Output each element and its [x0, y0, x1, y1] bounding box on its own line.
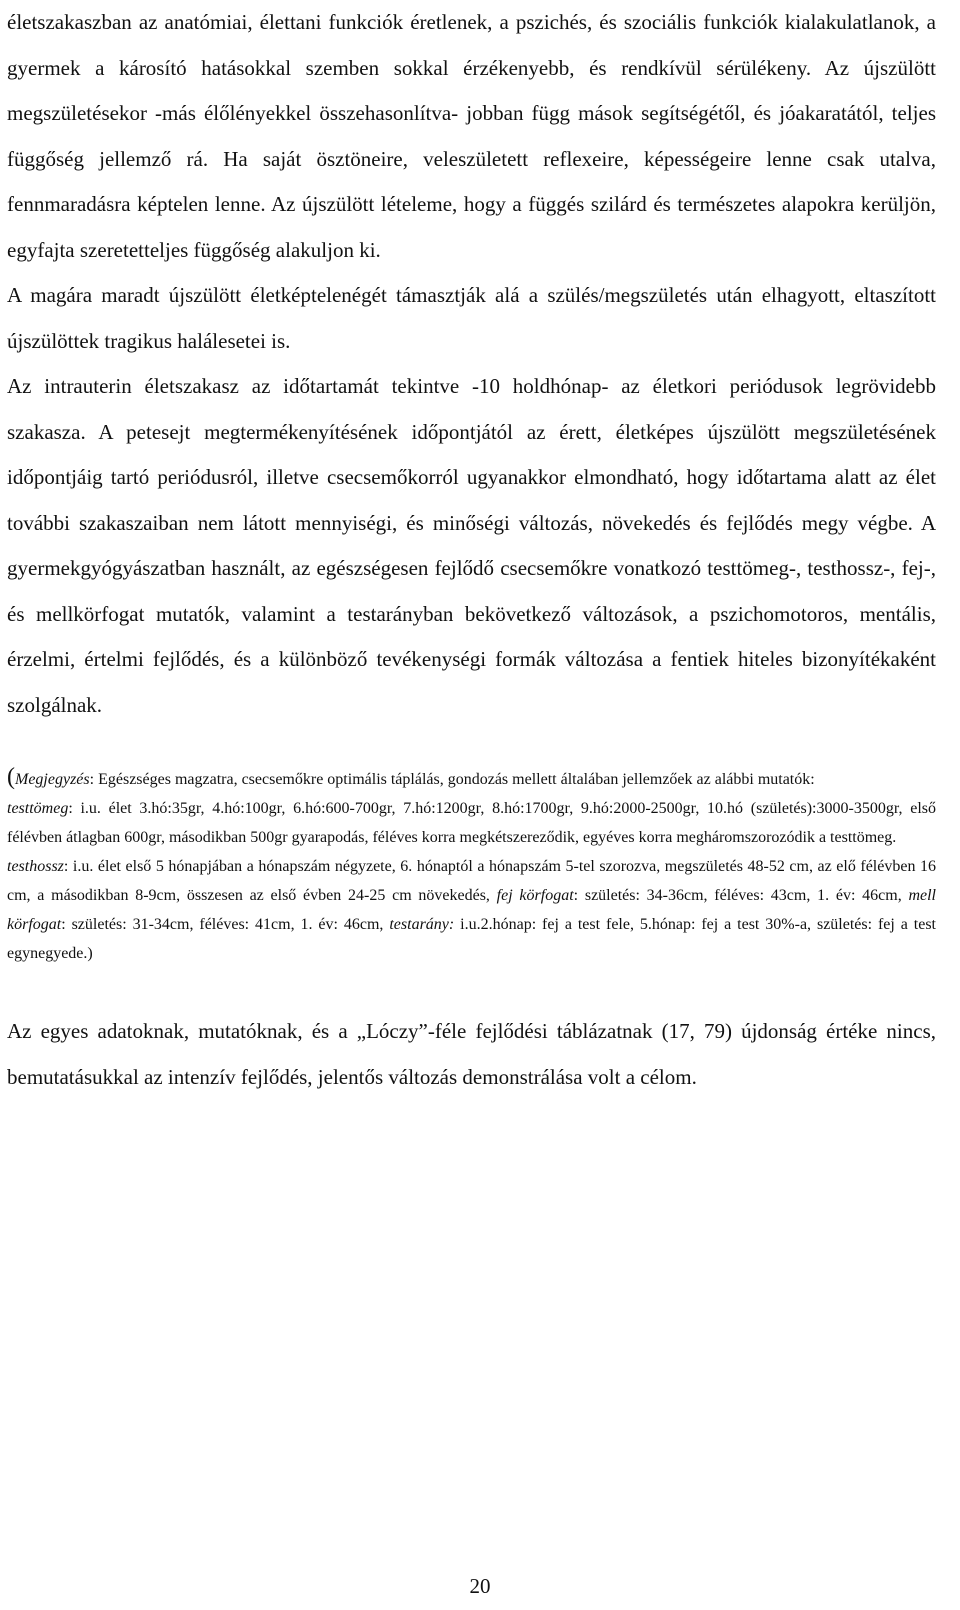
paragraph-closing: Az egyes adatoknak, mutatóknak, és a „Lóczy”-féle fejlődési táblázatnak (17, 79) újdonság értéke nincs, bemutatásukkal az intenzív fejlődés, jelentős változás demonstrálása volt a célom. — [7, 1019, 936, 1089]
paragraph-dependence: életszakaszban az anatómiai, élettani funkciók éretlenek, a pszichés, és szociális funkciók kialakulatlanok, a gyermek a károsító hatásokkal szemben sokkal érzékenyebb, és rendkívül sérülékeny. Az újszülött megszületésekor -más élőlényekkel összehasonlítva- jobban függ mások segítségétől, és jóakaratától, teljes függőség jellemző rá. Ha saját ösztöneire, veleszületett reflexeire, képességeire lenne csak utalva, fennmaradásra képtelen lenne. Az újszülött lételeme, hogy a függés szilárd és természetes alapokra kerüljön, egyfajta szeretetteljes függőség alakuljon ki. — [7, 10, 936, 262]
chest-label: mell körfogat — [7, 887, 936, 933]
length-label: testhossz — [7, 858, 64, 875]
note-intro-text: : Egészséges magzatra, csecsemőkre optimális táplálás, gondozás mellett általában jellemzőek az alábbi mutatók: — [89, 771, 815, 788]
closing-block — [7, 1009, 936, 1100]
note-intro — [7, 765, 936, 794]
note-weight — [7, 794, 936, 852]
page-number: 20 — [469, 1574, 491, 1598]
note-measures — [7, 852, 936, 968]
paragraph-intrauterine: Az intrauterin életszakasz az időtartamát tekintve -10 holdhónap- az életkori periódusok legrövidebb szakasza. A petesejt megtermékenyítésének időpontjától az érett, életképes újszülött megszületésének időpontjáig tartó periódusról, illetve csecsemőkorról ugyanakkor elmondható, hogy időtartama alatt az élet további szakaszaiban nem látott mennyiségi, és minőségi változás, növekedés és fejlődés megy végbe. A gyermekgyógyászatban használt, az egészségesen fejlődő csecsemőkre vonatkozó testtömeg-, testhossz-, fej-, és mellkörfogat mutatók, valamint a testarányban bekövetkező változások, a pszichomotoros, mentális, érzelmi, értelmi fejlődés, és a különböző tevékenységi formák változása a fentiek hiteles bizonyítékaként szolgálnak. — [7, 374, 936, 717]
head-label: fej körfogat — [496, 887, 574, 904]
note-label: Megjegyzés — [15, 771, 90, 788]
weight-label: testtömeg — [7, 800, 69, 817]
note-open-paren: ( — [7, 764, 15, 790]
weight-text: : i.u. élet 3.hó:35gr, 4.hó:100gr, 6.hó:600-700gr, 7.hó:1200gr, 8.hó:1700gr, 9.hó:2000-2500gr, 10.hó (születés):3000-3500gr, első félévben átlagban 600gr, másodikban 500gr gyarapodás, féléves korra megkétszereződik, egyéves korra megháromszorozódik a testtömeg. — [7, 800, 936, 846]
note-block — [7, 765, 936, 968]
paragraph-abandoned-newborns: A magára maradt újszülött életképtelenégét támasztják alá a szülés/megszületés után elhagyott, eltaszított újszülöttek tragikus halálesetei is. — [7, 283, 936, 353]
ratio-text: i.u.2.hónap: fej a test fele, 5.hónap: fej a test 30%-a, születés: fej a test egynegyede.) — [7, 916, 937, 962]
ratio-label: testarány: — [389, 916, 455, 933]
length-text: : i.u. élet első 5 hónapjában a hónapszám négyzete, 6. hónaptól a hónapszám 5-tel szorozva, megszületés 48-52 cm, az elő félévben 16 cm, a másodikban 8-9cm, összesen az első évben 24-25 cm növekedés, — [7, 858, 936, 904]
chest-text: : születés: 31-34cm, féléves: 41cm, 1. év: 46cm, — [61, 916, 390, 933]
head-text: : születés: 34-36cm, féléves: 43cm, 1. év: 46cm, — [573, 887, 909, 904]
document-page — [7, 0, 936, 1100]
main-body-text — [7, 0, 936, 728]
